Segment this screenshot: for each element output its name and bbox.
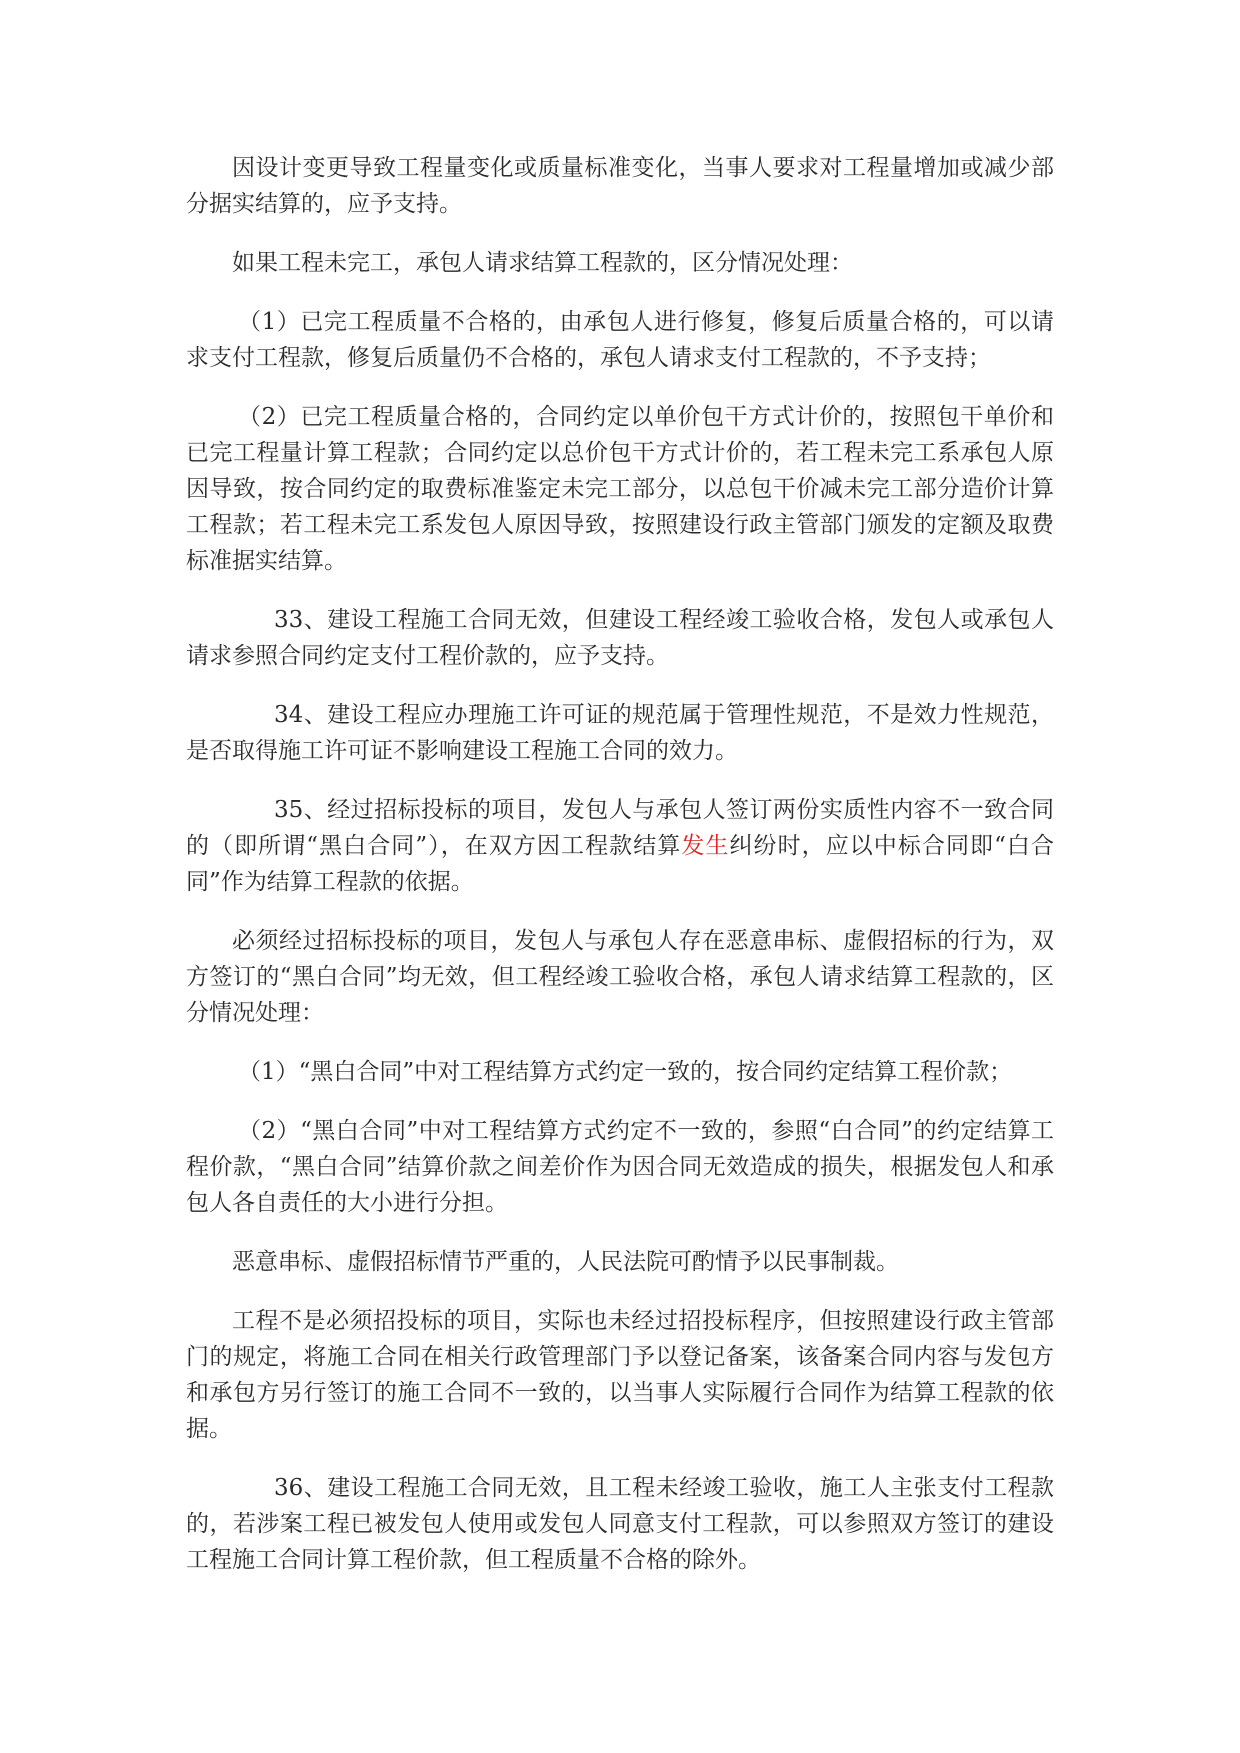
paragraph-article-35 [186,792,1054,900]
paragraph-article-33: 33、建设工程施工合同无效，但建设工程经竣工验收合格，发包人或承包人请求参照合同约定支付工程价款的，应予支持。 [186,607,1054,669]
paragraph-sanctions: 恶意串标、虚假招标情节严重的，人民法院可酌情予以民事制裁。 [232,1249,899,1275]
document-body [186,150,1054,1601]
paragraph-mandatory-bidding: 必须经过招标投标的项目，发包人与承包人存在恶意串标、虚假招标的行为，双方签订的“黑白合同”均无效，但工程经竣工验收合格，承包人请求结算工程款的，区分情况处理： [186,928,1054,1026]
paragraph-case-1-consistent: （1）“黑白合同”中对工程结算方式约定一致的，按合同约定结算工程价款； [238,1059,1013,1085]
paragraph-case-2-inconsistent: （2）“黑白合同”中对工程结算方式约定不一致的，参照“白合同”的约定结算工程价款，“黑白合同”结算价款之间差价作为因合同无效造成的损失，根据发包人和承包人各自责任的大小进行分担。 [186,1118,1054,1216]
article-35-text-after: 纠纷时，应以中标合同即“白合同”作为结算工程款的依据。 [186,833,1054,895]
paragraph-unfinished-project: 如果工程未完工，承包人请求结算工程款的，区分情况处理： [232,250,853,276]
paragraph-case-2-qualified: （2）已完工程质量合格的，合同约定以单价包干方式计价的，按照包干单价和已完工程量计算工程款；合同约定以总价包干方式计价的，若工程未完工系承包人原因导致，按合同约定的取费标准鉴定未完工部分，以总包干价减未完工部分造价计算工程款；若工程未完工系发包人原因导致，按照建设行政主管部门颁发的定额及取费标准据实结算。 [186,404,1054,574]
paragraph-case-1-unqualified: （1）已完工程质量不合格的，由承包人进行修复，修复后质量合格的，可以请求支付工程款，修复后质量仍不合格的，承包人请求支付工程款的，不予支持； [186,309,1054,371]
article-35-text-before: 35、经过招标投标的项目，发包人与承包人签订两份实质性内容不一致合同的（即所谓“黑白合同”），在双方因工程款结算 [186,797,1054,859]
paragraph-non-mandatory-bidding: 工程不是必须招投标的项目，实际也未经过招投标程序，但按照建设行政主管部门的规定，将施工合同在相关行政管理部门予以登记备案，该备案合同内容与发包方和承包方另行签订的施工合同不一致的，以当事人实际履行合同作为结算工程款的依据。 [186,1308,1054,1442]
article-35-highlight: 发生 [681,833,730,859]
paragraph-article-34: 34、建设工程应办理施工许可证的规范属于管理性规范，不是效力性规范，是否取得施工许可证不影响建设工程施工合同的效力。 [186,702,1054,764]
paragraph-article-36: 36、建设工程施工合同无效，且工程未经竣工验收，施工人主张支付工程款的，若涉案工程已被发包人使用或发包人同意支付工程款，可以参照双方签订的建设工程施工合同计算工程价款，但工程质量不合格的除外。 [186,1475,1054,1573]
paragraph-design-change: 因设计变更导致工程量变化或质量标准变化，当事人要求对工程量增加或减少部分据实结算的，应予支持。 [186,155,1054,217]
